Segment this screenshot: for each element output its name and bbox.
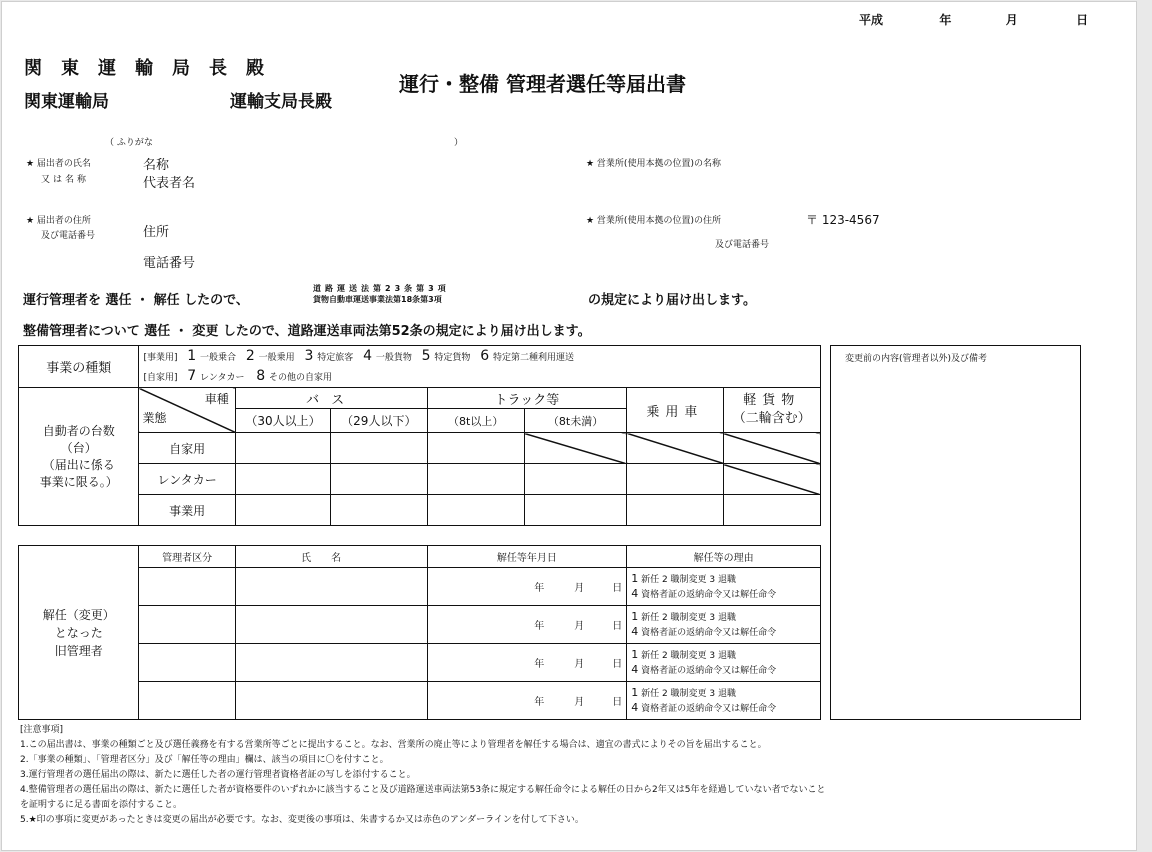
declaration-1-law-b: 貨物自動車運送事業法第18条第3項 [313, 295, 442, 304]
era-label: 平成 [859, 13, 884, 27]
note-4: 4.整備管理者の選任届出の際は、新たに選任した者が資格要件のいずれかに該当すること及び道路運送車両法第53条に規定する解任命令による解任の日から2年又は5年を経過していない者でないこと [20, 785, 826, 795]
cell [235, 568, 427, 606]
office-address-label: ★ 営業所(使用本拠の位置)の住所 [586, 216, 721, 226]
cell: 1 新任 2 職制変更 3 退職 4 資格者証の返納命令又は解任命令 [627, 606, 821, 644]
applicant-name-label-1: ★ 届出者の氏名 [26, 159, 91, 169]
cell [524, 495, 626, 526]
cell [331, 495, 427, 526]
col-date: 解任等年月日 [427, 546, 627, 568]
cell [627, 495, 723, 526]
applicant-name-value: 名称 [143, 158, 170, 173]
cell [139, 682, 235, 720]
cell [139, 606, 235, 644]
manager-row [19, 606, 821, 644]
row-business: 事業用 [139, 495, 235, 526]
cell-slashed [723, 464, 820, 495]
note-1: 1.この届出書は、事業の種類ごと及び選任義務を有する営業所等ごとに提出すること。なお、営業所の廃止等により管理者を解任する場合は、適宜の書式によりその旨を届出すること。 [20, 740, 767, 750]
note-4-cont: を証明するに足る書面を添付すること。 [20, 800, 183, 810]
office-phone-label: 及び電話番号 [715, 240, 770, 250]
cell [139, 346, 821, 388]
form-page [1, 1, 1137, 851]
bus-header: バス [235, 388, 427, 409]
business-group-1: [事業用] [143, 352, 178, 363]
addressee-2a: 関東運輸局 [24, 92, 109, 112]
cell: 年 月 日 [427, 606, 627, 644]
addressee-1: 関東運輸局長殿 [24, 58, 283, 79]
declaration-1-end: の規定により届け出します。 [588, 293, 756, 308]
business-type-label: 事業の種類 [19, 346, 139, 388]
cell [139, 644, 235, 682]
business-group-2: [自家用] [143, 372, 178, 383]
truck-small-header: （8t未満） [524, 409, 626, 433]
cell [524, 464, 626, 495]
cell [427, 464, 524, 495]
manager-row [19, 644, 821, 682]
cell: 1 新任 2 職制変更 3 退職 4 資格者証の返納命令又は解任命令 [627, 568, 821, 606]
row-rental: レンタカー [139, 464, 235, 495]
cell [627, 464, 723, 495]
cell [235, 495, 330, 526]
business-opt-2: 2 一般乗用 [245, 347, 295, 364]
document-title: 運行・整備 管理者選任等届出書 [399, 72, 686, 96]
business-opt-7: 7 レンタカー [187, 367, 245, 384]
passenger-header: 乗用車 [627, 388, 723, 433]
cell: 1 新任 2 職制変更 3 退職 4 資格者証の返納命令又は解任命令 [627, 644, 821, 682]
applicant-name-label-2: 又は名称 [41, 175, 90, 185]
cell-slashed [524, 433, 626, 464]
cell: 年 月 日 [427, 568, 627, 606]
business-table [18, 345, 821, 526]
month-label: 月 [1005, 13, 1018, 27]
managers-table [18, 545, 821, 720]
bus-large-header: （30人以上） [235, 409, 330, 433]
remarks-box [830, 345, 1081, 720]
truck-header: トラック等 [427, 388, 627, 409]
cell [331, 464, 427, 495]
addressee-2b: 運輸支局長殿 [230, 92, 332, 112]
remarks-label: 変更前の内容(管理者以外)及び備考 [845, 354, 988, 364]
cell-slashed [723, 433, 820, 464]
col-name: 氏名 [235, 546, 427, 568]
cell [427, 495, 524, 526]
cell [427, 433, 524, 464]
date-line [859, 11, 1088, 28]
notes-heading: [注意事項] [20, 725, 64, 735]
bus-small-header: （29人以下） [331, 409, 427, 433]
col-reason: 解任等の理由 [627, 546, 821, 568]
cell [235, 606, 427, 644]
cell [235, 433, 330, 464]
type-business-header: 車種 業態 [139, 388, 235, 433]
truck-large-header: （8t以上） [427, 409, 524, 433]
applicant-address-label-2: 及び電話番号 [41, 231, 96, 241]
cell [235, 682, 427, 720]
cell [235, 464, 330, 495]
furigana-label: （ ふりがな [105, 138, 153, 148]
business-opt-1: 1 一般乗合 [187, 347, 237, 364]
applicant-address-label-1: ★ 届出者の住所 [26, 216, 91, 226]
cell-slashed [627, 433, 723, 464]
light-cargo-header: 軽貨物 （二輪含む） [723, 388, 820, 433]
col-manager-class: 管理者区分 [139, 546, 235, 568]
business-opt-5: 5 特定貨物 [421, 347, 471, 364]
business-opt-6: 6 特定第二種利用運送 [480, 347, 575, 364]
note-2: 2.「事業の種類」、「管理者区分」及び「解任等の理由」欄は、該当の項目に〇を付すこと。 [20, 755, 389, 765]
declaration-1-start: 運行管理者を 選任 ・ 解任 したので、 [23, 293, 249, 308]
row-private: 自家用 [139, 433, 235, 464]
declaration-1-law-a: 道路運送法第23条第3項 [313, 284, 450, 293]
note-3: 3.運行管理者の選任届出の際は、新たに選任した者の運行管理者資格者証の写しを添付すること。 [20, 770, 416, 780]
furigana-close: ） [454, 138, 464, 148]
cell [331, 433, 427, 464]
cell [723, 495, 820, 526]
cell [139, 568, 235, 606]
cell [235, 644, 427, 682]
applicant-rep-value: 代表者名 [143, 176, 196, 191]
notes-section [20, 723, 826, 828]
note-5: 5.★印の事項に変更があったときは変更の届出が必要です。なお、変更後の事項は、朱書するか又は赤色のアンダーラインを付して下さい。 [20, 815, 584, 825]
cell: 年 月 日 [427, 644, 627, 682]
office-name-label: ★ 営業所(使用本拠の位置)の名称 [586, 159, 721, 169]
manager-row [19, 568, 821, 606]
cell: 1 新任 2 職制変更 3 退職 4 資格者証の返納命令又は解任命令 [627, 682, 821, 720]
vehicle-count-label: 自動者の台数 （台） （届出に係る 事業に限る。） [19, 388, 139, 526]
manager-row [19, 682, 821, 720]
business-opt-3: 3 特定旅客 [304, 347, 354, 364]
business-opt-8: 8 その他の自家用 [256, 367, 333, 384]
cell: 年 月 日 [427, 682, 627, 720]
office-postal: 〒 123-4567 [806, 213, 880, 227]
business-opt-4: 4 一般貨物 [363, 347, 412, 364]
applicant-address-value: 住所 [143, 225, 170, 240]
declaration-2: 整備管理者について 選任 ・ 変更 したので、道路運送車両法第52条の規定により届け出します。 [23, 324, 591, 339]
day-label: 日 [1076, 13, 1089, 27]
former-managers-label: 解任（変更） となった 旧管理者 [19, 546, 139, 720]
applicant-phone-value: 電話番号 [143, 256, 196, 271]
year-label: 年 [939, 13, 952, 27]
